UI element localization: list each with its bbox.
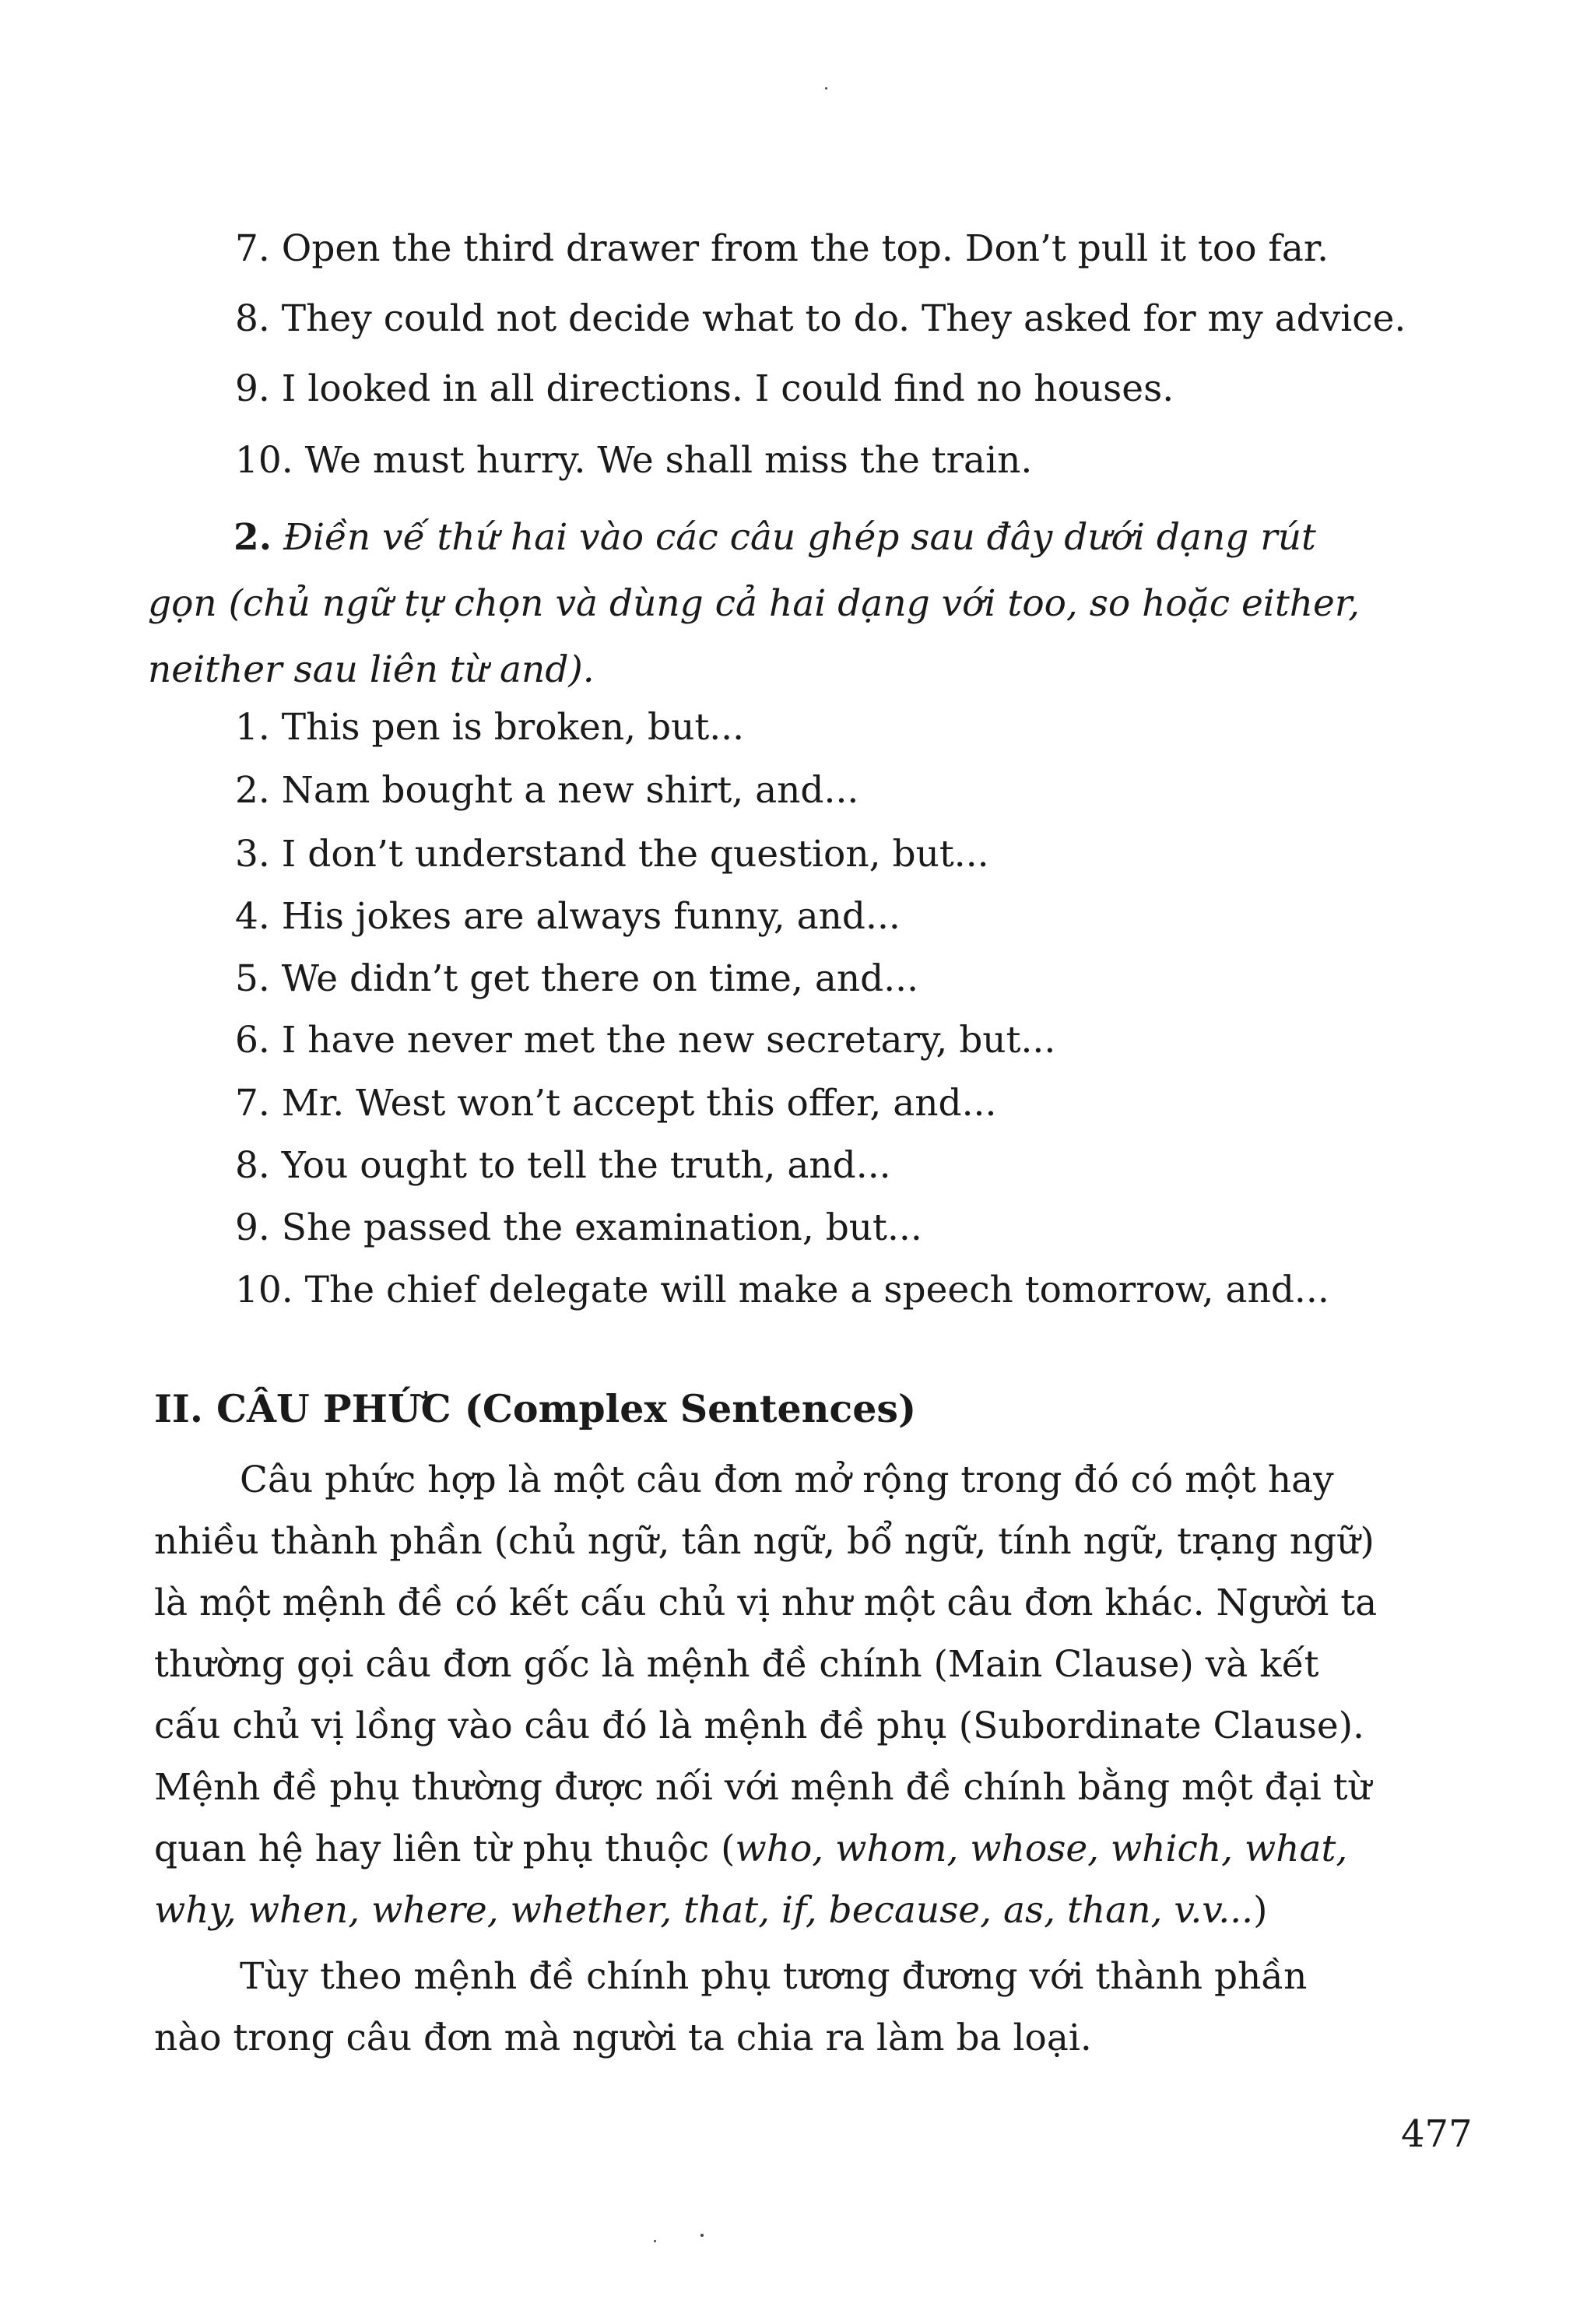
exercise-2-instruction	[148, 504, 1471, 703]
paragraph-1-line-2: nhiều thành phần (chủ ngữ, tân ngữ, bổ ngữ, tính ngữ, trạng ngữ)	[154, 1520, 1375, 1563]
instruction-line-3: neither sau liên từ and).	[148, 648, 595, 691]
instruction-line-1: Điền vế thứ hai vào các câu ghép sau đây dưới dạng rút	[283, 516, 1316, 559]
paragraph-1-line-4: thường gọi câu đơn gốc là mệnh đề chính (Main Clause) và kết	[154, 1643, 1319, 1686]
section-paragraph-1	[154, 1449, 1469, 1941]
exercise-2-item-5: 5. We didn’t get there on time, and...	[235, 957, 919, 1000]
exercise-1-item-10: 10. We must hurry. We shall miss the train.	[235, 439, 1033, 482]
section-heading: II. CÂU PHỨC (Complex Sentences)	[154, 1386, 917, 1431]
exercise-1-item-9: 9. I looked in all directions. I could find no houses.	[235, 367, 1174, 410]
scan-speck	[700, 2234, 704, 2237]
paragraph-1-line-5: cấu chủ vị lồng vào câu đó là mệnh đề phụ (Subordinate Clause).	[154, 1704, 1364, 1747]
exercise-2-item-7: 7. Mr. West won’t accept this offer, and...	[235, 1082, 997, 1125]
exercise-2-item-6: 6. I have never met the new secretary, but...	[235, 1019, 1056, 1062]
scan-speck	[654, 2240, 656, 2242]
paragraph-1-line-3: là một mệnh đề có kết cấu chủ vị như một câu đơn khác. Người ta	[154, 1582, 1378, 1624]
page-number: 477	[1401, 2112, 1473, 2156]
exercise-2-item-8: 8. You ought to tell the truth, and...	[235, 1144, 891, 1187]
paragraph-2-line-1: Tùy theo mệnh đề chính phụ tương đương với thành phần	[240, 1955, 1308, 1998]
exercise-2-item-1: 1. This pen is broken, but...	[235, 706, 745, 749]
exercise-2-item-9: 9. She passed the examination, but...	[235, 1206, 922, 1249]
section-paragraph-2	[154, 1946, 1469, 2069]
paragraph-1-line-6: Mệnh đề phụ thường được nối với mệnh đề chính bằng một đại từ	[154, 1766, 1371, 1809]
paragraph-1-line-8: why, when, where, whether, that, if, because, as, than, v.v...)	[154, 1889, 1268, 1932]
paragraph-2-line-2: nào trong câu đơn mà người ta chia ra làm ba loại.	[154, 2017, 1092, 2059]
paragraph-1-line-1: Câu phức hợp là một câu đơn mở rộng trong đó có một hay	[240, 1459, 1334, 1501]
exercise-2-number: 2.	[233, 516, 272, 559]
exercise-2-item-3: 3. I don’t understand the question, but...	[235, 833, 989, 876]
exercise-1-item-7: 7. Open the third drawer from the top. Don’t pull it too far.	[235, 227, 1329, 270]
exercise-2-item-10: 10. The chief delegate will make a speech tomorrow, and...	[235, 1269, 1329, 1311]
exercise-1-item-8: 8. They could not decide what to do. They asked for my advice.	[235, 297, 1406, 340]
paragraph-1-line-7: quan hệ hay liên từ phụ thuộc (who, whom, whose, which, what,	[154, 1827, 1348, 1870]
instruction-line-2: gọn (chủ ngữ tự chọn và dùng cả hai dạng với too, so hoặc either,	[148, 582, 1361, 625]
exercise-2-item-4: 4. His jokes are always funny, and...	[235, 895, 901, 938]
scan-speck	[825, 87, 827, 90]
exercise-2-item-2: 2. Nam bought a new shirt, and...	[235, 769, 859, 812]
